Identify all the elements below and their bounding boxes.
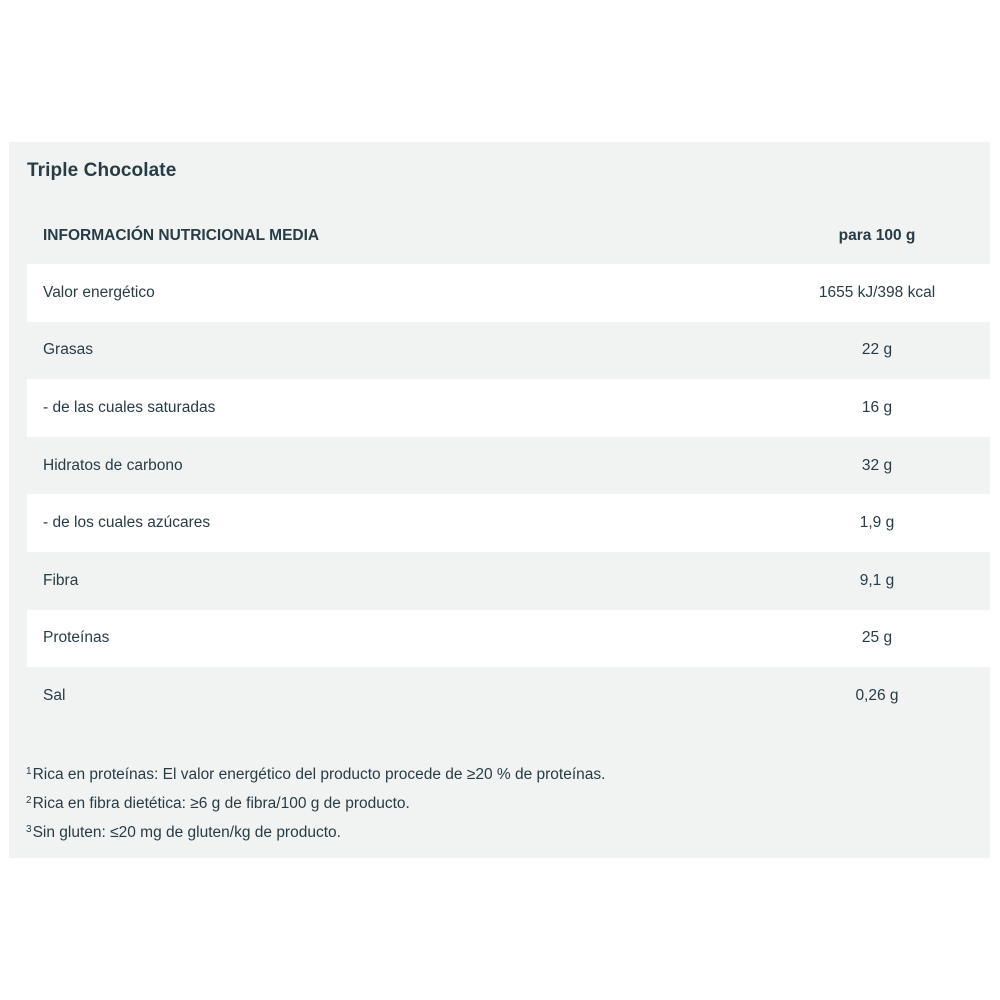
row-value: 22 g [861,341,893,359]
footnote-text: Rica en proteínas: El valor energético del producto procede de ≥20 % de proteínas. [32,766,606,783]
table-row [27,437,990,495]
footnote-marker: 2 [26,795,32,806]
row-label: - de las cuales saturadas [43,398,216,416]
row-label: Hidratos de carbono [43,456,183,474]
row-value: 16 g [861,398,893,416]
row-value: 1,9 g [859,514,895,532]
table-row [27,667,990,725]
row-value: 32 g [861,456,893,474]
nutrition-table [27,208,990,725]
row-value: 1655 kJ/398 kcal [818,283,936,301]
row-label: Sal [43,686,66,704]
table-row [27,610,990,668]
row-label: Grasas [43,341,93,359]
footnote-item [26,817,605,846]
row-label: - de los cuales azúcares [43,514,211,532]
row-value: 9,1 g [859,571,895,589]
nutrition-panel [9,142,990,858]
footnote-marker: 1 [26,766,32,777]
row-value: 0,26 g [855,686,899,704]
table-row [27,322,990,380]
table-row [27,494,990,552]
footnote-item [26,788,605,817]
row-label: Proteínas [43,629,110,647]
footnotes [26,759,605,846]
footnote-marker: 3 [26,824,32,835]
table-header-label: INFORMACIÓN NUTRICIONAL MEDIA [43,227,320,244]
footnote-text: Rica en fibra dietética: ≥6 g de fibra/100 g de producto. [32,795,410,812]
table-row [27,264,990,322]
row-label: Valor energético [43,283,155,301]
table-row [27,552,990,610]
row-value: 25 g [861,629,893,647]
table-row [27,379,990,437]
row-label: Fibra [43,571,79,589]
footnote-item [26,759,605,788]
product-title: Triple Chocolate [27,160,177,181]
footnote-text: Sin gluten: ≤20 mg de gluten/kg de producto. [32,824,341,841]
table-header-row [27,208,990,264]
table-header-value: para 100 g [838,227,916,244]
